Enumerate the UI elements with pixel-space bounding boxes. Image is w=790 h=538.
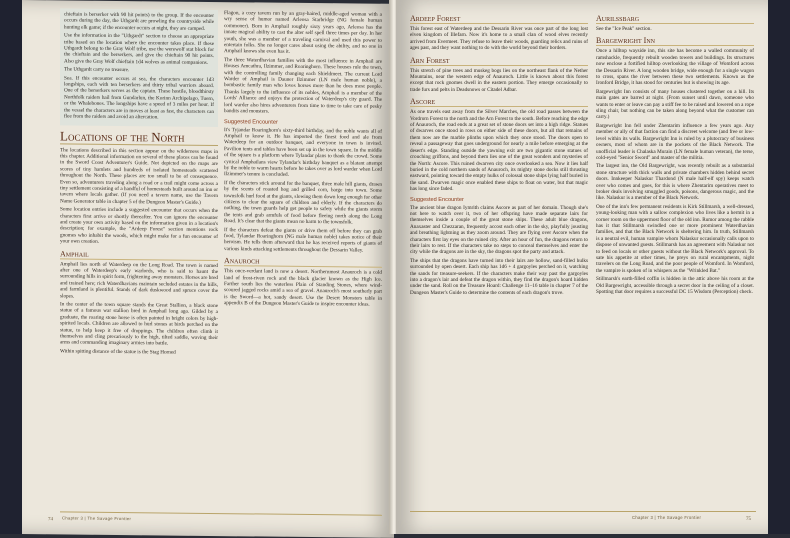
section-heading-bargewright: Bargewright Inn bbox=[596, 36, 754, 46]
subheading-suggested-encounter: Suggested Encounter bbox=[410, 196, 464, 203]
paragraph: Use the information in the "Uthgardt" section to choose an appropriate tribe based on the location where the encounter takes place. If these Uthgardt belong to the Gray Wolf tribe, use the werewolf stat block for the chieftain and the berserkers, and give the chieftain 90 hit points. Also give the Gray Wolf chieftain 1d4 wolves as animal companions. bbox=[64, 32, 214, 66]
page-footer: Chapter 3 | The Savage Frontier bbox=[62, 515, 132, 522]
paragraph: Flagon, a cozy tavern run by an gray-haired, middle-aged woman with a wry sense of humor named Arleosa Starbridge (NG female human commoner). Born in Amphail roughly sixty years ago, Arleosa has the innate magical ability to cast the alter self spell three times per day. In her youth, she was a member of a traveling carnival and used this power to entertain folks. She no longer cares about using the ability, and no one in Amphail knows she even has it. bbox=[224, 10, 382, 56]
paragraph: Amphail lies north of Waterdeep on the Long Road. The town is named after one of Waterdeep's early warlords, who is said to haunt the surrounding hills in spirit form, frightening away monsters. Horses are bred and trained here; rich Waterdhavians maintain secluded estates in the hills, and farmland is plentiful. Stands of dark duskwood and spruce cover the slopes. bbox=[60, 260, 218, 300]
paragraph: It's Tyjandar Roaringhorn's sixty-third birthday, and the noble wants all of Amphail to know it. He has imported the finest food and ale from Waterdeep for an outdoor banquet, and everyone in town is invited. Pavilion tents and tables have been set up in the town square. In the middle of the square is a platform where Tylandar plans to thank the crowd. Some cynical Amphailans view Tylandar's birthday banquet as a blatant attempt by the noble to warm hearts before he takes over as lord warder when Lord Ilzimmer's tenure is concluded. bbox=[224, 126, 382, 179]
paragraph: The largest inn, the Old Bargewright, was recently rebuilt as a substantial stone structure with thick walls and private chambers hidden behind secret doors. Innkeeper Nalaskur Thardond (N male half-elf spy) keeps watch over who comes and goes, for this is where Zhentarim operatives meet to broker deals involving smuggled goods, poisons, dangerous magic, and the like. Nalaskur is a member of the Black Network. bbox=[596, 163, 754, 202]
left-page bbox=[22, 0, 394, 538]
paragraph: This forest east of Waterdeep and the Dessarin River was once part of the long lost elven kingdom of Illefarn. Now it's home to a small clan of wood elves recently arrived from Evermeet. They refuse to leave their woods, guarding relics and ruins of ages past, and they want nothing to do with the world beyond their borders. bbox=[410, 26, 588, 52]
paragraph: chieftain is berserker with 90 hit points) to the group. If the encounter occurs during the day, the Uthgardt are prowling the countryside while hunting elk game; if the encounter occurs at night, they are camped. bbox=[64, 11, 214, 32]
section-heading-locations: Locations of the North bbox=[60, 129, 218, 146]
encounter-sidebar bbox=[60, 8, 218, 126]
section-heading-anauroch: Anauroch bbox=[224, 256, 382, 268]
paragraph: Stillmarsh's earth-filled coffin is hidden in the attic above his room at the Old Bargewright, accessible through a secret door in the ceiling of a closet. Spotting that door requires a successful DC 15 Wisdom (Perception) check. bbox=[596, 276, 754, 296]
paragraph: Bargewright Inn fell under Zhentarim influence a few years ago. Any member or ally of that faction can find a discreet welcome (and free or low-level within its walls. Bargewright Inn is ruled by a plutocracy of business owners, most of whom are in the pockets of the Black Network. The unofficial leader is Chalaska Murain (LN female human veteran), the terse, cold-eyed "Senior Sword" and master of the militia. bbox=[596, 122, 754, 161]
paragraph: Within spitting distance of the statue is the Stag Horned bbox=[60, 348, 176, 356]
paragraph: Bargewright Inn consists of many houses clustered together on a hill. Its main gates are barred at night. (From sunset until dawn, someone who wants to enter or leave can pay a stiff fee to be raised and lowered on a rope sling chair, but nothing can be taken along beyond what the customer can carry.) bbox=[596, 88, 754, 121]
right-page bbox=[396, 0, 768, 534]
paragraph: One of the inn's few permanent residents is Kirk Stillmarsh, a well-dressed, young-looking man with a sallow complexion who lives like a hermit in a corner room on the uppermost floor of the old inn. Rumor among the rabble has it that Stillmarsh swindled one or more prominent Waterdhavian families, and that the Black Network is sheltering him. In truth, Stillmarsh is a neutral evil, human vampire whom Nalaskur occasionally calls upon to dispose of unwanted guests. Stillmarsh has an agreement with Nalaskur not to feed on locals or other guests without the Black Network's approval. To sate his appetite at other times, he preys on rural encampments, night travelers on the Long Road, and the poor people of Womford. In Womford, the vampire is spoken of in whispers as the "Wrinkled Bat." bbox=[596, 203, 754, 274]
section-heading-ardeep: Ardeep Forest bbox=[410, 14, 588, 24]
page-footer: Chapter 3 | The Savage Frontier bbox=[632, 515, 702, 520]
paragraph: In the center of the town square stands the Great Stallion, a black stone statue of a famous war stallion bred in Amphail long ago. Gilded by a graduate, the roaring stone horse is often painted in bright colors by high-spirited locals. Children are allowed to hurl stones at birds perched on the statue, to help keep it free of droppings. The children often climb it themselves and cling precariously to the high, tilted saddle, waving their arms and commanding imaginary armies into battle. bbox=[60, 301, 218, 347]
paragraph: The ancient blue dragon Iymrith claims Ascore as part of her domain. Though she's not here to watch over it, two of her offspring have made separate lairs for themselves inside a couple of the great stone ships. These adult blue dragons, Anaxaster and Chezzaran, frequently accost each other in the sky, playfully jousting and breathing lightning as they zoom around. They are flying over Ascore when the characters first lay eyes on the ruined city. After an hour of fun, the dragons return to their lairs to rest. If the characters take no steps to conceal themselves and enter the city while the dragons are in the sky, the dragons spot the party and attack. bbox=[410, 204, 588, 256]
section-heading-ascore: Ascore bbox=[410, 97, 588, 107]
paragraph: The locations described in this section appear on the wilderness maps in this chapter. Additional information on several of these places can be found in the Sword Coast Adventurer's Guide. Not depicted on the maps are scores of tiny hamlets and hundreds of isolated homesteads scattered throughout the North. These places are too small to be of consequence. Even so, adventurers traveling along a road or a trail might come across a tiny settlement consisting of a handful of homesteads built around an inn or tavern where locals gather. (If you need a tavern name, use the Tavern Name Generator table in chapter 5 of the Dungeon Master's Guide.) bbox=[60, 146, 218, 206]
right-column-2 bbox=[596, 10, 754, 510]
paragraph: Once a hilltop wayside inn, this site has become a walled community of ramshackle, frequently rebuilt wooden towers and buildings. Its structures now enclose a fortified hilltop overlooking the village of Womford across the Dessarin River. A long wooden bridge, wide enough for a single wagon to cross, spans the river between these two settlements. Known as the Ironford Bridge, it has stood for centuries but is showing its age. bbox=[596, 48, 754, 87]
section-heading-aurilssbarg: Aurilssbarg bbox=[596, 14, 754, 24]
section-heading-arn: Arn Forest bbox=[410, 56, 588, 66]
paragraph: The ships that the dragons have turned into their lairs are hollow, sand-filled hulks surrounded by open desert. Each ship has 1d6 + 4 gargoyles perched on it, watching the sands for treasure-seekers. If the characters make their way past the gargoyles into a dragon's lair and defeat the dragon within, they find the dragon's hoard hidden under the sand. Roll on the Treasure Hoard: Challenge 11–16 table in chapter 7 of the Dungeon Master's Guide to determine the contents of each dragon's trove. bbox=[410, 257, 588, 296]
paragraph: If the characters stick around for the banquet, three male hill giants, drawn by the scents of roasted hog and grilled corn, barge into town. Some townsfolk hurl food at the giants, slowing them down long enough for other citizens to clear the square of children and elderly. If the characters do nothing, the town guards help get people to safety while the giants storm the tents and grab armfuls of food before fleeing north along the Long Road. It's clear that the giants mean no harm to the townsfolk. bbox=[224, 179, 382, 226]
paragraph: See the "Ice Peak" section. bbox=[596, 26, 652, 32]
section-heading-amphail: Amphail bbox=[60, 249, 218, 261]
paragraph: The three Waterdhavian families with the most influence in Amphail are Houses Amcathra, Ilzimmer, and Roaringhorn. These houses rule the town, with the controlling family changing each Shieldmeet. The current Lord Warder of Amphail is Dauner Ilzimmer (LN male human noble), a bombastic family man who loves horses more than he does most people. Thanks largely to the influence of its nobles, Amphail is a member of the Lords' Alliance and enjoys the protection of Waterdeep's city guard. The lord warder also hires adventurers from time to time to take care of pesky bandits and monsters. bbox=[224, 56, 382, 115]
paragraph: This stretch of pine trees and muskeg bogs lies on the northeast flank of the Nether Mountains, near the western edge of Anauroch. Little is known about this forest except that rock gnomes dwell in the eastern portion. They emerge occasionally to trade furs and pelts in Deadsnows or Citadel Adbar. bbox=[410, 67, 588, 93]
paragraph: This once-verdant land is now a desert. Northernmost Anauroch is a cold land of frost-riven rock and the black glacier known as the High Ice. Farther south lies the waterless Plain of Standing Stones, where wind-scoured jagged rocks amid a sea of gravel. Anauroch's most southerly part is the Sword—a hot, sandy desert. Use the Desert Monsters table in appendix B of the Dungeon Master's Guide to inspire encounter ideas. bbox=[224, 268, 382, 308]
left-column-2 bbox=[224, 10, 382, 517]
subheading-suggested-encounter: Suggested Encounter bbox=[224, 118, 278, 126]
page-number: 75 bbox=[746, 517, 751, 522]
right-column-1 bbox=[410, 10, 588, 510]
paragraph: If the characters defeat the giants or drive them off before they can grab food, Tylandar Roaringhorn (NG male human noble) takes notice of their heroism. He tells them afterward that he has received reports of giants of various kinds attacking settlements throughout the Dessarin Valley. bbox=[224, 226, 382, 254]
book-cover-right bbox=[766, 0, 790, 534]
paragraph: As one travels east away from the Silver Marches, the old road passes between the Vordrorn Forest to the north and the Arn Forest to the south. Before reaching the edge of Anauroch, the road ends at a great set of stone doors set into a high ridge. Statues of dwarves once stood in rows on either side of these doors, but all that remains of them now are the marble plinths upon which they once stood. The doors open to reveal a passageway that goes underground for nearly a mile before emerging at the desert's edge. Standing outside the yawning exit are two gigantic stone statues of crouching griffons, and beyond them lies one of the great wonders and mysteries of the North: Ascore. This ruined dwarven city once overlooked a sea. Now it lies half buried in the cold northern sands of Anauroch, its mighty stone docks still thrusting eastward, pointing toward the empty hulks of colossal stone ships lying half buried in the sand. Dwarven magic once enabled these ships to float on water, but that magic has long since faded. bbox=[410, 109, 588, 193]
left-column-1 bbox=[60, 8, 218, 515]
book-cover-left bbox=[0, 0, 24, 534]
paragraph: Some location entries include a suggested encounter that occurs when the characters first arrive or shortly thereafter. You can ignore the encounter and create your own activity based on the information given in a location's description; for example, the "Ardeep Forest" section mentions rock gnomes who inhabit the woods, which might make for a fun encounter of your own creation. bbox=[60, 206, 218, 245]
footer-rule bbox=[410, 511, 756, 512]
page-number: 74 bbox=[48, 517, 53, 523]
paragraph: The Uthgardt carry no treasure. bbox=[64, 66, 130, 74]
paragraph: Sea. If this encounter occurs at sea, the characters encounter 1d3 longships, each with ten berserkers and thirty tribal warriors aboard. One of the berserkers serves as the captain. These hostile, bloodthirsty Northfolk raiders hail from Gundarlun, the Korinn Archipelago, Tuern, or the Whalebones. The longships have a speed of 3 miles per hour. If the vessel the characters are in moves at least as fast, the characters can flee from the raiders and avoid an altercation. bbox=[64, 75, 214, 121]
